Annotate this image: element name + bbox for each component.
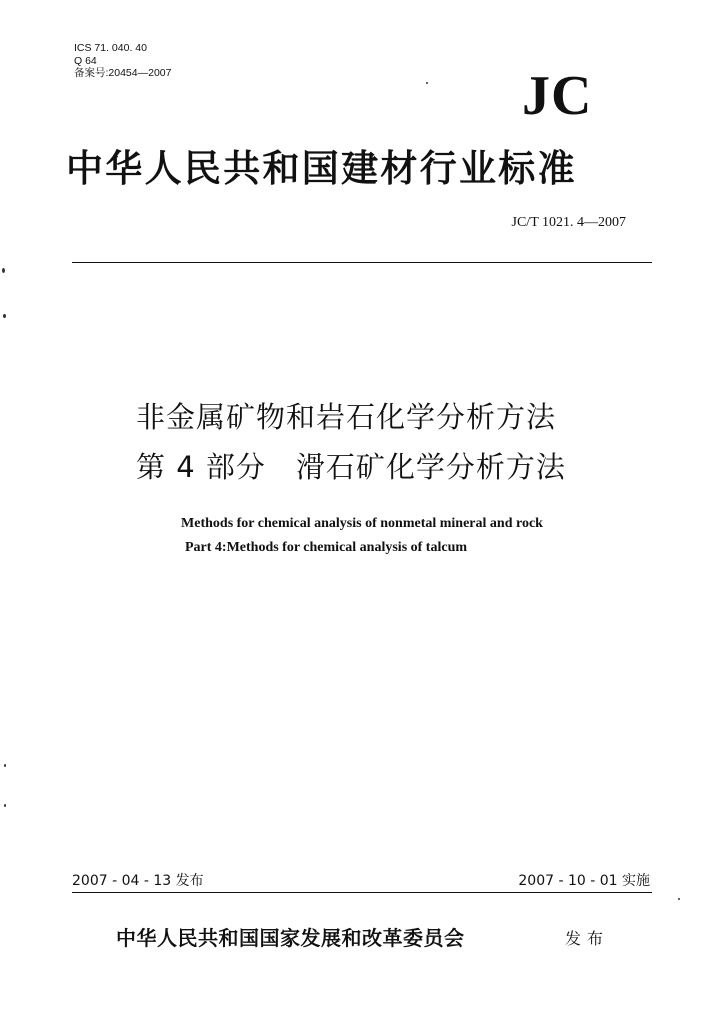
chinese-title-part: 第 4 部分 <box>136 450 266 484</box>
ccs-code: Q 64 <box>74 54 97 67</box>
english-title-line-1: Methods for chemical analysis of nonmetal mineral and rock <box>181 516 543 531</box>
scan-speck <box>4 804 6 807</box>
issue-label: 发布 <box>565 929 610 948</box>
standard-number: JC/T 1021. 4—2007 <box>511 215 626 230</box>
ics-code: ICS 71. 040. 40 <box>74 42 147 54</box>
scan-speck <box>4 764 6 767</box>
implementation-date: 2007 - 10 - 01 实施 <box>518 873 650 889</box>
chinese-title-line-2 <box>136 442 566 492</box>
scan-speck <box>2 268 5 273</box>
chinese-title-part-name: 滑石矿化学分析方法 <box>295 450 566 484</box>
english-title-line-2: Part 4:Methods for chemical analysis of talcum <box>184 540 468 555</box>
english-title <box>0 512 720 560</box>
issuing-authority: 中华人民共和国国家发展和改革委员会 <box>116 926 465 950</box>
standard-organization-title: 中华人民共和国建材行业标准 <box>66 146 577 190</box>
bottom-divider <box>72 892 652 893</box>
scan-speck <box>678 898 680 900</box>
scan-speck <box>426 82 428 84</box>
classification-block <box>74 42 171 80</box>
chinese-title <box>136 392 566 492</box>
scan-speck <box>3 314 6 318</box>
chinese-title-line-1: 非金属矿物和岩石化学分析方法 <box>136 400 557 434</box>
top-divider <box>72 262 652 263</box>
issue-date: 2007 - 04 - 13 发布 <box>72 873 204 889</box>
jc-logo: JC <box>522 65 593 127</box>
filing-number: 备案号:20454—2007 <box>74 67 172 79</box>
